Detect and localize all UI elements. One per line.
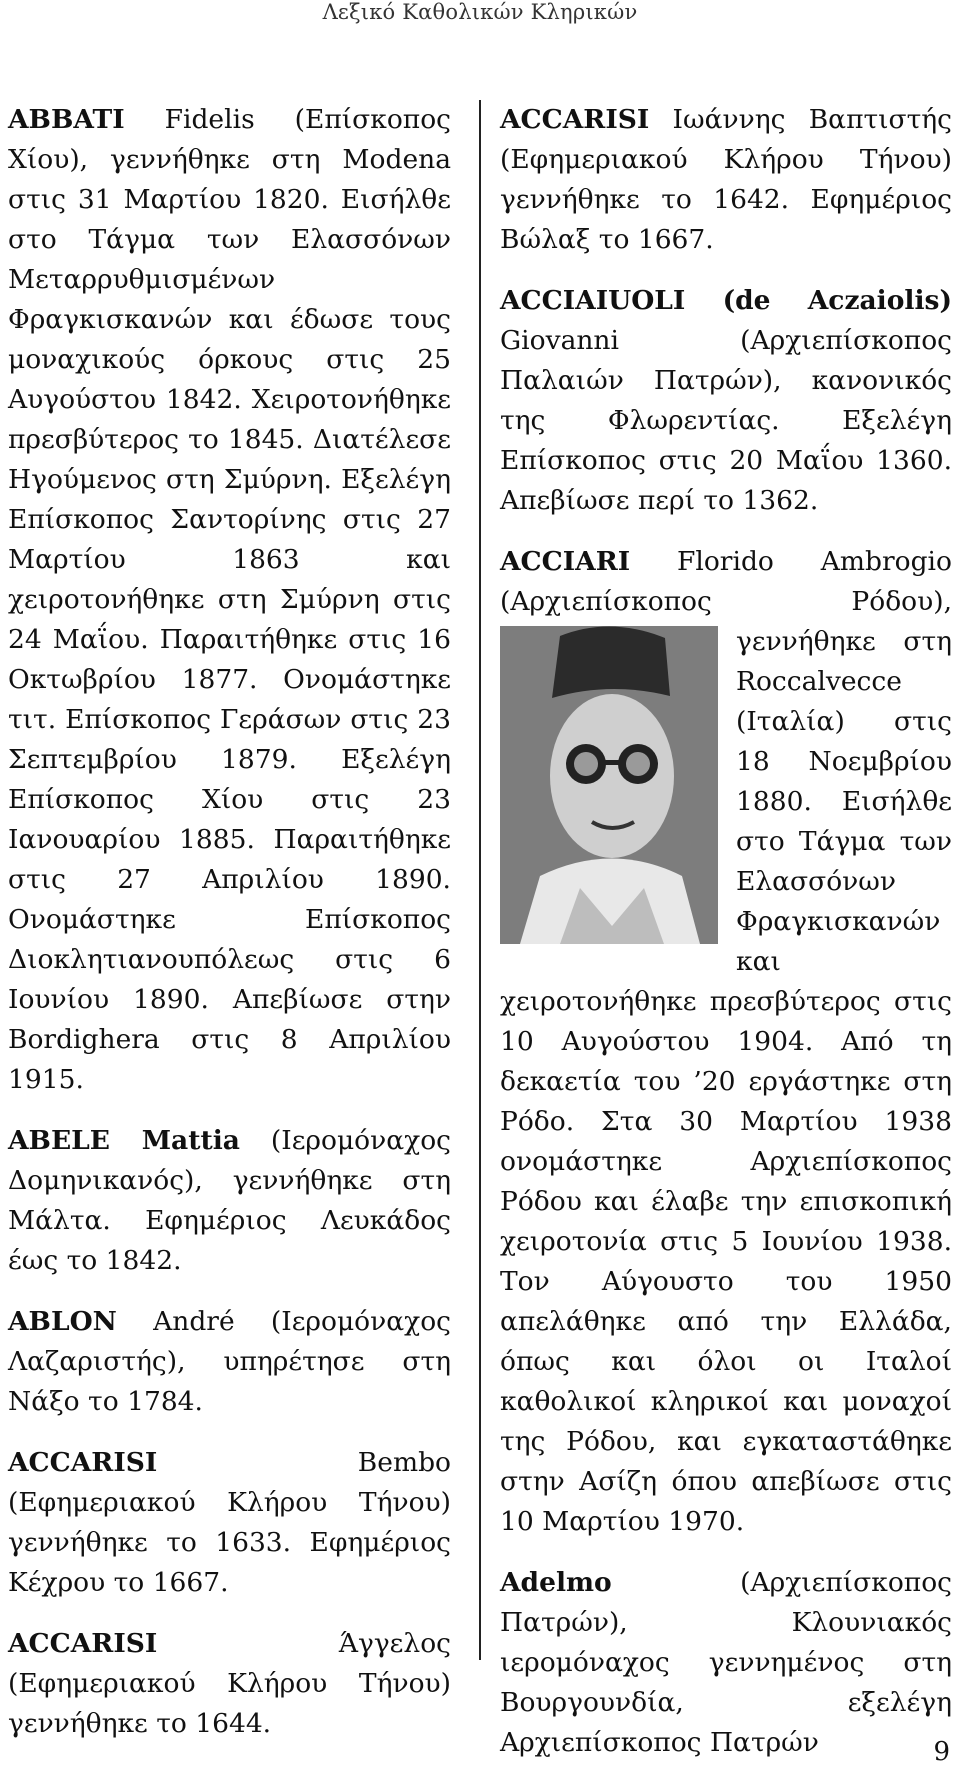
entry-headword: ABLON: [8, 1306, 117, 1337]
entry-text: Bembo (Εφημεριακού Κλήρου Τήνου) γεννήθηκε το 1633. Εφημέριος Κέχρου το 1667.: [8, 1447, 451, 1598]
entry-headword: ACCIARI: [500, 546, 631, 577]
entry-headword: ACCARISI: [8, 1628, 158, 1659]
entry-text: André (Ιερομόναχος Λαζαριστής), υπηρέτησε στη Νάξο το 1784.: [8, 1306, 451, 1417]
entry-headword: ACCARISI: [8, 1447, 158, 1478]
dictionary-entry: [500, 1563, 952, 1763]
left-column: [8, 100, 451, 1765]
dictionary-entry: [8, 1443, 451, 1603]
column-divider: [479, 100, 481, 1660]
dictionary-entry: [500, 100, 952, 260]
dictionary-entry: [8, 1121, 451, 1281]
page-number: 9: [933, 1737, 950, 1767]
dictionary-entry: [8, 1302, 451, 1422]
entry-text: Giovanni (Αρχιεπίσκοπος Παλαιών Πατρών), κανονικός της Φλωρεντίας. Εξελέγη Επίσκοπος στις 20 Μαΐου 1360. Απεβίωσε περί το 1362.: [500, 325, 952, 516]
entry-text: (Ιερομόναχος Δομηνικανός), γεννήθηκε στη Μάλτα. Εφημέριος Λευκάδος έως το 1842.: [8, 1125, 451, 1276]
entry-headword: Adelmo: [500, 1567, 612, 1598]
dictionary-entry: [8, 100, 451, 1100]
running-head: Λεξικό Καθολικών Κληρικών: [322, 0, 638, 24]
entry-headword: ABBATI: [8, 104, 125, 135]
portrait-photo: [500, 626, 718, 944]
entry-text-after-photo: στη Roccalvecce (Ιταλία) στις 18 Νοεμβρίου 1880. Εισήλθε στο Τάγμα των Ελασσόνων Φραγκισκανών και χειροτονήθηκε πρεσβύτερος στις 10 Αυγούστου 1904. Από τη δεκαετία του ’20 εργάστηκε στη Ρόδο. Στα 30 Μαρτίου 1938 ονομάστηκε Αρχιεπίσκοπος Ρόδου και έλαβε την επισκοπική χειροτονία στις 5 Ιουνίου 1938. Τον Αύγουστο του 1950 απελάθηκε από την Ελλάδα, όπως και όλοι οι Ιταλοί καθολικοί κληρικοί και μοναχοί της Ρόδου, και εγκαταστάθηκε στην Ασίζη όπου απεβίωσε στις 10 Μαρτίου 1970.: [500, 626, 952, 1537]
portrait-drawing: [500, 626, 718, 944]
entry-text: Άγγελος (Εφημεριακού Κλήρου Τήνου) γεννήθηκε το 1644.: [8, 1628, 451, 1739]
right-column: [500, 100, 952, 1784]
entry-text: Fidelis (Επίσκοπος Χίου), γεννήθηκε στη Modena στις 31 Μαρτίου 1820. Εισήλθε στο Τάγμα των Ελασσόνων Μεταρρυθμισμένων Φραγκισκανών και έδωσε τους μοναχικούς όρκους στις 25 Αυγούστου 1842. Χειροτονήθηκε πρεσβύτερος το 1845. Διατέλεσε Ηγούμενος στη Σμύρνη. Εξελέγη Επίσκοπος Σαντορίνης στις 27 Μαρτίου 1863 και χειροτονήθηκε στη Σμύρνη στις 24 Μαΐου. Παραιτήθηκε στις 16 Οκτωβρίου 1877. Ονομάστηκε τιτ. Επίσκοπος Γεράσων στις 23 Σεπτεμβρίου 1879. Εξελέγη Επίσκοπος Χίου στις 23 Ιανουαρίου 1885. Παραιτήθηκε στις 27 Απριλίου 1890. Ονομάστηκε Επίσκοπος Διοκλητιανουπόλεως στις 6 Ιουνίου 1890. Απεβίωσε στην Bordighera στις 8 Απριλίου 1915.: [8, 104, 451, 1095]
entry-text: Ιωάννης Βαπτιστής (Εφημεριακού Κλήρου Τήνου) γεννήθηκε το 1642. Εφημέριος Βώλαξ το 1667.: [500, 104, 952, 255]
entry-text: (Αρχιεπίσκοπος Πατρών), Κλουνιακός ιερομόναχος γεννημένος στη Βουργουνδία, εξελέγη Αρχιεπίσκοπος Πατρών: [500, 1567, 952, 1758]
dictionary-entry: [8, 1624, 451, 1744]
dictionary-entry: [500, 281, 952, 521]
dictionary-entry: [500, 542, 952, 1542]
entry-headword: ACCARISI: [500, 104, 650, 135]
entry-headword: ACCIAIUOLI (de Aczaiolis): [500, 285, 952, 316]
entry-headword: ABELE Mattia: [8, 1125, 240, 1156]
entry-text-before-photo: Florido Ambrogio (Αρχιεπίσκοπος Ρόδου), γεννήθηκε: [500, 546, 952, 657]
